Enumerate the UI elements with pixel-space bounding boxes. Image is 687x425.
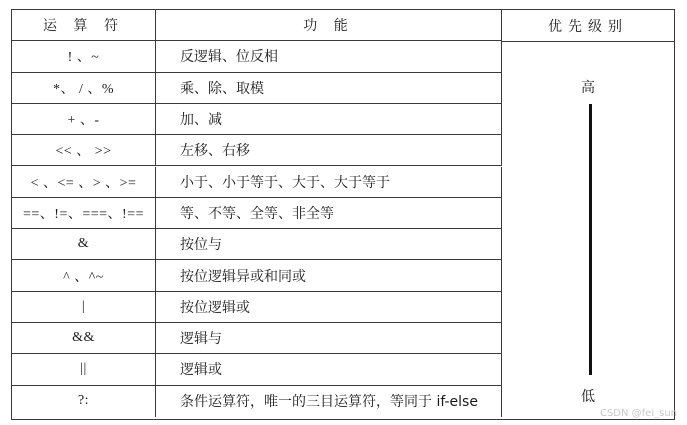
operator-cell: & xyxy=(12,229,156,259)
header-row xyxy=(12,10,502,41)
operator-cell: | xyxy=(12,292,156,322)
table-row xyxy=(12,104,502,135)
function-cell: 左移、右移 xyxy=(156,135,502,165)
function-cell: 小于、小于等于、大于、大于等于 xyxy=(156,167,502,197)
operator-cell: ?: xyxy=(12,386,156,417)
operator-cell: *、 / 、% xyxy=(12,73,156,103)
header-priority: 优先级别 xyxy=(502,10,674,42)
function-cell: 逻辑或 xyxy=(156,354,502,384)
table-row xyxy=(12,41,502,72)
header-operator: 运 算 符 xyxy=(12,10,156,40)
table-row xyxy=(12,229,502,260)
operator-cell: ^ 、^~ xyxy=(12,260,156,290)
table-row xyxy=(12,386,502,417)
function-cell: 等、不等、全等、非全等 xyxy=(156,198,502,228)
function-cell: 按位与 xyxy=(156,229,502,259)
operator-cell: + 、- xyxy=(12,104,156,134)
operator-cell: ==、!=、===、!== xyxy=(12,198,156,228)
operator-cell: < 、<= 、> 、>= xyxy=(12,167,156,197)
header-function: 功 能 xyxy=(156,10,502,40)
operator-precedence-table xyxy=(11,9,675,420)
function-cell: 按位逻辑或 xyxy=(156,292,502,322)
function-cell: 按位逻辑异或和同或 xyxy=(156,260,502,290)
table-row xyxy=(12,323,502,354)
priority-high-label: 高 xyxy=(581,80,595,97)
priority-column xyxy=(502,41,674,419)
table-row xyxy=(12,292,502,323)
operator-cell: ! 、~ xyxy=(12,41,156,71)
table-row xyxy=(12,167,502,198)
table-row xyxy=(12,198,502,229)
table-row xyxy=(12,354,502,385)
priority-arrow-line xyxy=(589,104,592,375)
table-row xyxy=(12,135,502,166)
watermark: CSDN @fei_sun xyxy=(599,408,677,419)
table-row xyxy=(12,73,502,104)
priority-low-label: 低 xyxy=(581,389,595,406)
operator-cell: || xyxy=(12,354,156,384)
table-row xyxy=(12,260,502,291)
function-cell: 加、减 xyxy=(156,104,502,134)
function-cell: 乘、除、取模 xyxy=(156,73,502,103)
function-cell: 逻辑与 xyxy=(156,323,502,353)
operator-cell: << 、 >> xyxy=(12,135,156,165)
function-cell: 条件运算符，唯一的三目运算符，等同于 if-else xyxy=(156,386,502,417)
function-cell: 反逻辑、位反相 xyxy=(156,41,502,71)
operator-cell: && xyxy=(12,323,156,353)
